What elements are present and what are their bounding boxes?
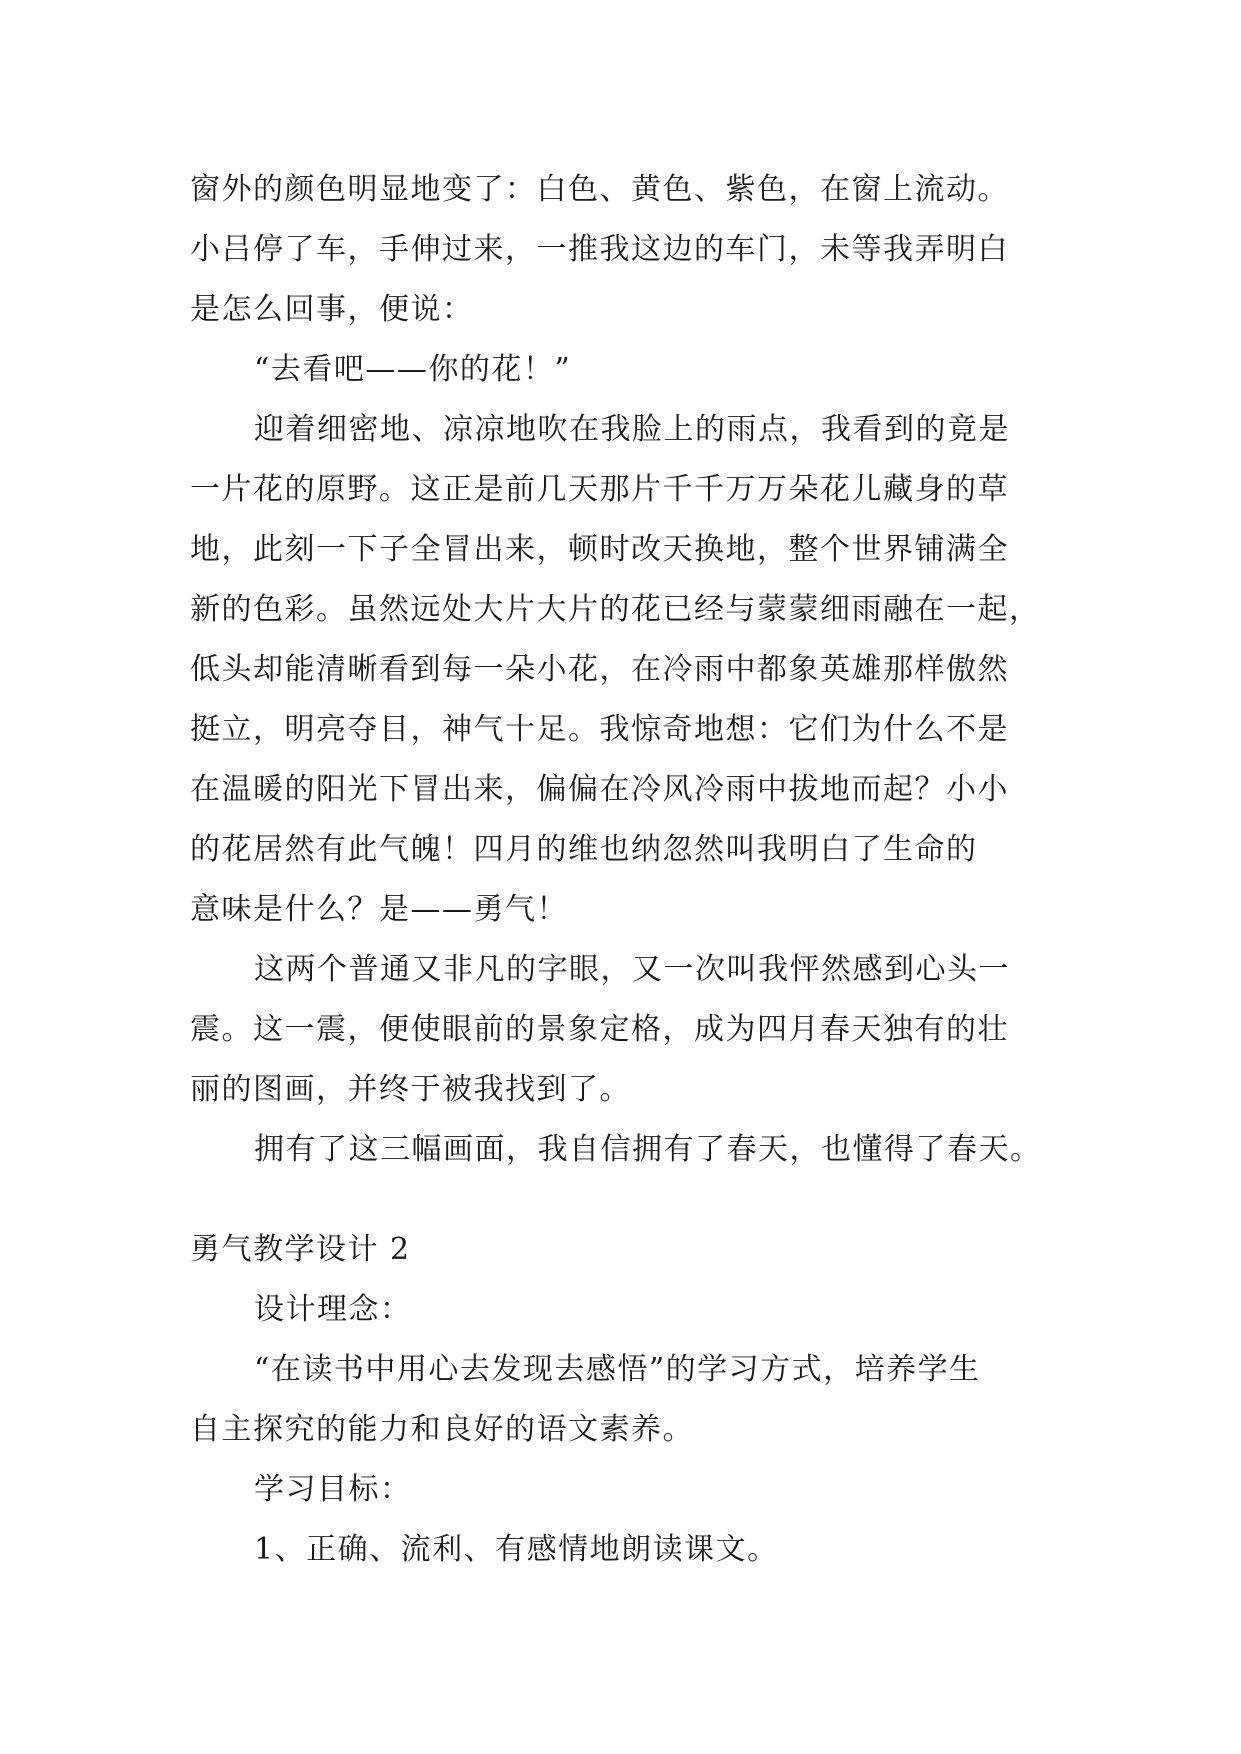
- text-line: 的花居然有此气魄！四月的维也纳忽然叫我明白了生命的: [190, 832, 978, 867]
- quote-line: “去看吧——你的花！”: [254, 352, 572, 387]
- text-line: “在读书中用心去发现去感悟”的学习方式，培养学生: [254, 1352, 981, 1387]
- text-line: 一片花的原野。这正是前几天那片千千万万朵花儿藏身的草: [190, 472, 1009, 507]
- text-line: 1、正确、流利、有感情地朗读课文。: [254, 1532, 779, 1567]
- text-line: 震。这一震，便使眼前的景象定格，成为四月春天独有的壮: [190, 1012, 1009, 1047]
- text-line: 低头却能清晰看到每一朵小花，在冷雨中都象英雄那样傲然: [190, 652, 1009, 687]
- text-line: 小吕停了车，手伸过来，一推我这边的车门，未等我弄明白: [190, 232, 1009, 267]
- section-title: 勇气教学设计 2: [190, 1232, 411, 1267]
- document-body: [190, 160, 1070, 1580]
- text-line: 在温暖的阳光下冒出来，偏偏在冷风冷雨中拔地而起？小小: [190, 772, 1009, 807]
- text-line: 这两个普通又非凡的字眼，又一次叫我怦然感到心头一: [254, 952, 1010, 987]
- text-line: 地，此刻一下子全冒出来，顿时改天换地，整个世界铺满全: [190, 532, 1009, 567]
- text-line: 拥有了这三幅画面，我自信拥有了春天，也懂得了春天。: [254, 1132, 1042, 1167]
- text-line: 是怎么回事，便说：: [190, 292, 474, 327]
- text-line: 窗外的颜色明显地变了：白色、黄色、紫色，在窗上流动。: [190, 172, 1009, 207]
- text-line: 新的色彩。虽然远处大片大片的花已经与蒙蒙细雨融在一起，: [190, 592, 1041, 627]
- text-line: 迎着细密地、凉凉地吹在我脸上的雨点，我看到的竟是: [254, 412, 1010, 447]
- text-line: 设计理念：: [254, 1292, 412, 1327]
- text-line: 学习目标：: [254, 1472, 412, 1507]
- text-line: 意味是什么？是——勇气！: [190, 892, 568, 927]
- text-line: 自主探究的能力和良好的语文素养。: [190, 1412, 694, 1447]
- section-gap: [190, 1180, 1070, 1220]
- text-line: 丽的图画，并终于被我找到了。: [190, 1072, 631, 1107]
- text-line: 挺立，明亮夺目，神气十足。我惊奇地想：它们为什么不是: [190, 712, 1009, 747]
